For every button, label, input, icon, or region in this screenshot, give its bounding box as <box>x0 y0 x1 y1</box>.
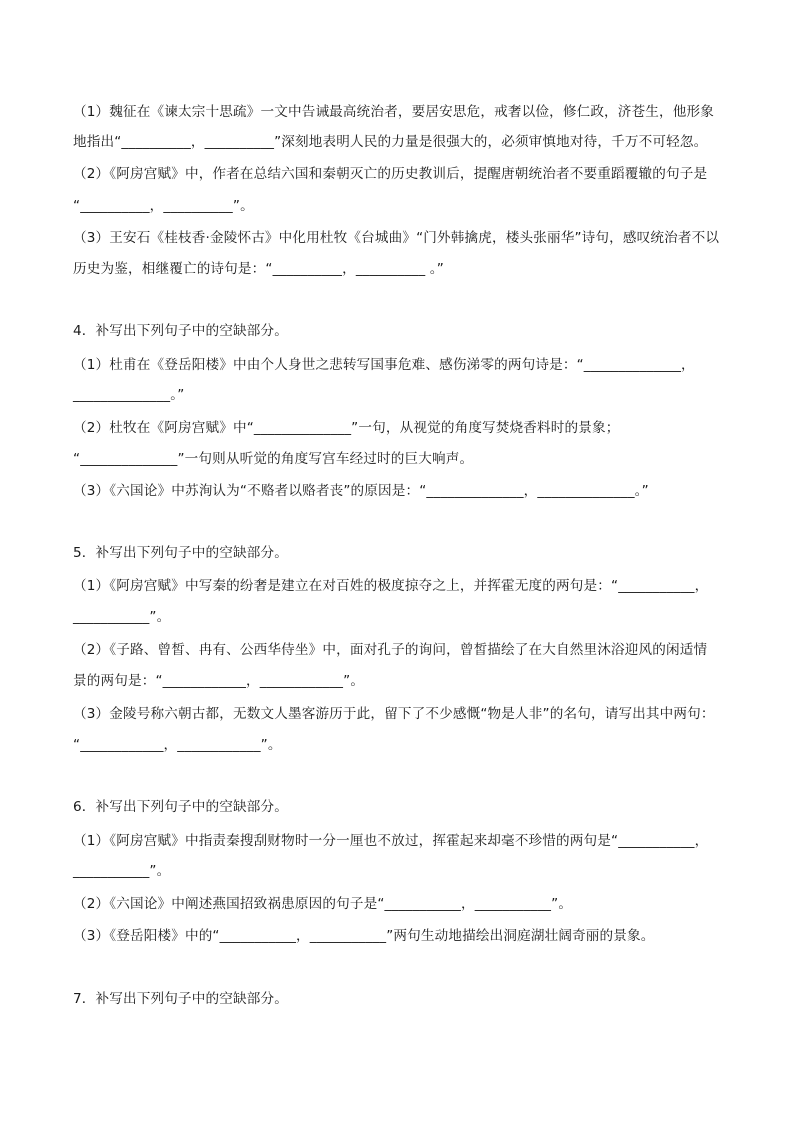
text-line: 地指出“__________，__________”深刻地表明人民的力量是很强大的，必须审慎地对待，千万不可轻忽。 <box>73 134 708 150</box>
question-heading-4: 4．补写出下列句子中的空缺部分。 <box>73 323 288 339</box>
text-line: 历史为鉴，相继覆亡的诗句是：“__________，__________ 。” <box>73 261 444 277</box>
question-heading-7: 7．补写出下列句子中的空缺部分。 <box>73 991 288 1007</box>
text-line: （2）《阿房宫赋》中，作者在总结六国和秦朝灭亡的历史教训后，提醒唐朝统治者不要重蹈覆辙的句子是 <box>73 166 708 182</box>
text-line: （2）杜牧在《阿房宫赋》中“______________”一句，从视觉的角度写焚烧香料时的景象； <box>73 420 620 436</box>
text-line: 景的两句是：“____________，____________”。 <box>73 673 365 689</box>
text-line: （3）《登岳阳楼》中的“___________，___________”两句生动地描绘出洞庭湖壮阔奇丽的景象。 <box>73 928 655 944</box>
text-line: ___________”。 <box>73 863 171 879</box>
text-line: （1）《阿房宫赋》中写秦的纷奢是建立在对百姓的极度掠夺之上，并挥霍无度的两句是：“___________， <box>73 578 709 594</box>
text-line: “______________”一句则从听觉的角度写宫车经过时的巨大响声。 <box>73 451 474 467</box>
question-heading-5: 5．补写出下列句子中的空缺部分。 <box>73 545 288 561</box>
text-line: ___________”。 <box>73 609 171 625</box>
text-line: （2）《六国论》中阐述燕国招致祸患原因的句子是“___________，___________”。 <box>73 896 573 912</box>
question-heading-6: 6．补写出下列句子中的空缺部分。 <box>73 799 288 815</box>
text-line: （1）魏征在《谏太宗十思疏》一文中告诫最高统治者，要居安思危，戒奢以俭，修仁政，济苍生，他形象 <box>73 104 715 120</box>
text-line: “____________，____________”。 <box>73 737 282 753</box>
text-line: （3）金陵号称六朝古都，无数文人墨客游历于此，留下了不少感慨“物是人非”的名句，请写出其中两句： <box>73 706 715 722</box>
text-line: （3）《六国论》中苏洵认为“不赂者以赂者丧”的原因是：“______________，______________。” <box>73 483 649 499</box>
text-line: “__________，__________”。 <box>73 198 254 214</box>
text-line: （1）《阿房宫赋》中指责秦搜刮财物时一分一厘也不放过，挥霍起来却毫不珍惜的两句是“___________， <box>73 833 709 849</box>
text-line: （3）王安石《桂枝香·金陵怀古》中化用杜牧《台城曲》“门外韩擒虎，楼头张丽华”诗句，感叹统治者不以 <box>73 230 720 246</box>
text-line: （1）杜甫在《登岳阳楼》中由个人身世之悲转写国事危难、感伤涕零的两句诗是：“______________， <box>73 357 695 373</box>
text-line: ______________。” <box>73 387 185 403</box>
text-line: （2）《子路、曾皙、冉有、公西华侍坐》中，面对孔子的询问，曾皙描绘了在大自然里沐浴迎风的闲适情 <box>73 642 708 658</box>
